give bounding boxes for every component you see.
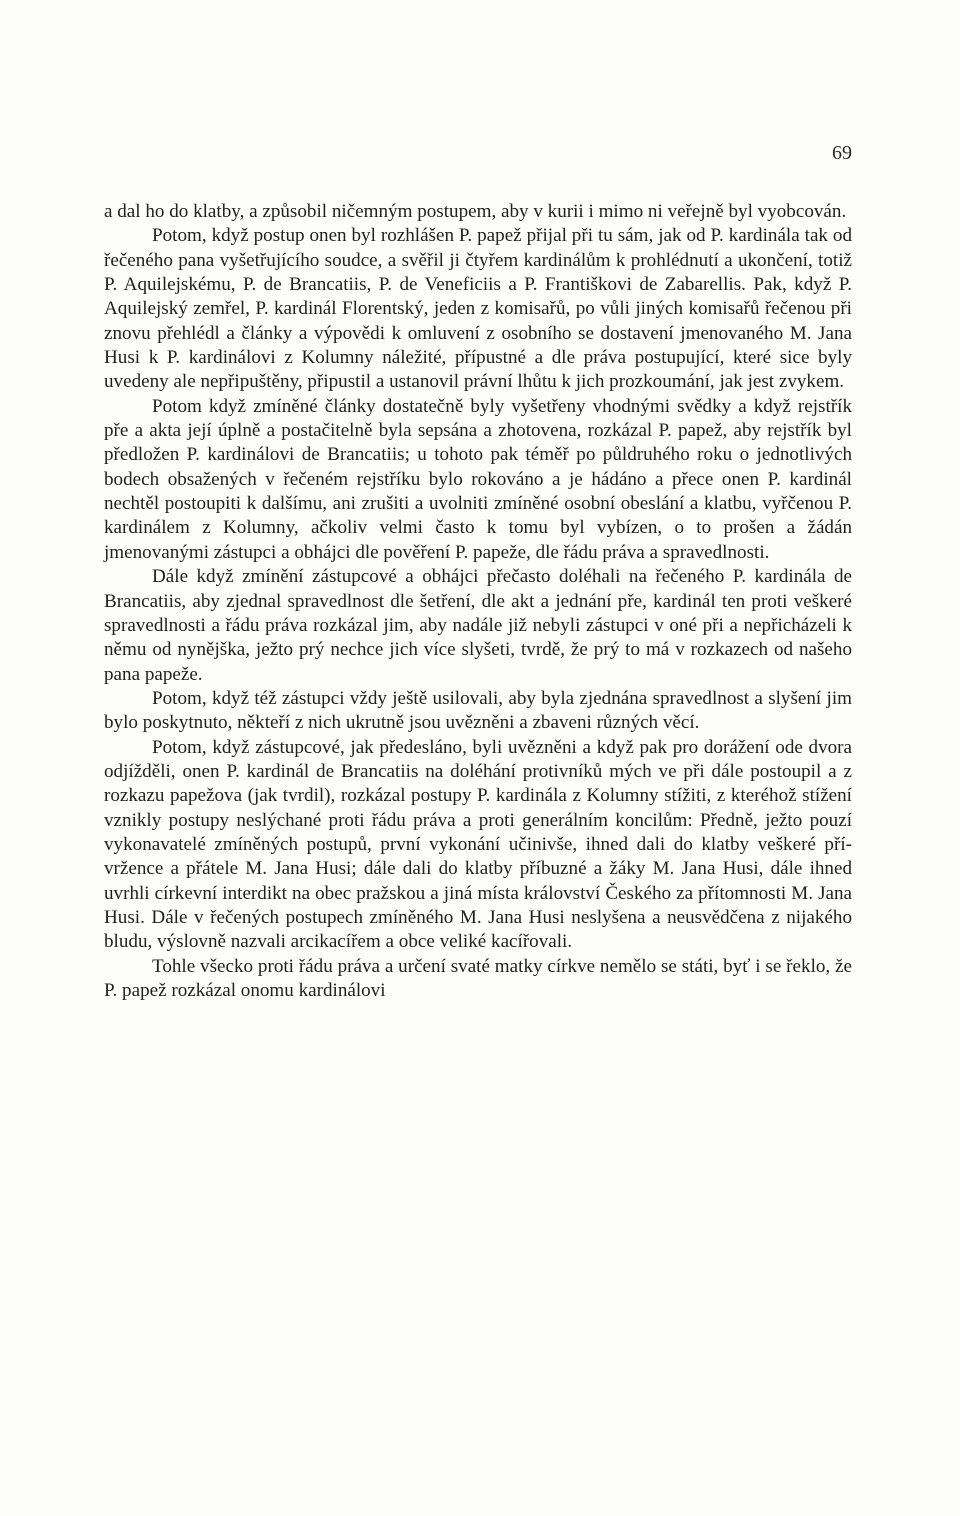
paragraph-3: Potom když zmíněné články dostatečně byly vyšetřeny vhodnými svědky a když rejstřík pře a akta její úplně a postačitelně byla sepsána a zhotovena, rozkázal P. papež, aby rejstřík byl předložen P. kardinálovi de Brancatiis; u tohoto pak téměř po půldruhého roku o jednotlivých bodech obsažených v řečeném rejstříku bylo rokováno a je hádáno a přece onen P. kardinál nechtěl postoupiti k dalšímu, ani zrušiti a uvolniti zmíněné osobní obeslání a klatbu, vyřčenou P. kardinálem z Kolumny, ačkoliv velmi často k tomu byl vybízen, o to prošen a žádán jmenovanými zástupci a obhájci dle pověření P. papeže, dle řádu práva a spravedlnosti. (104, 395, 852, 563)
paragraph-6: Potom, když zástupcové, jak předesláno, byli uvězněni a když pak pro dorážení ode dvora odjížděli, onen P. kardinál de Brancatiis na doléhání protivníků mých ve při dále postoupil a z rozkazu papežova (jak tvrdil), rozkázal postupy P. kardinála z Kolumny stížiti, z kteréhož stížení vznikly postupy neslýchané proti řádu práva a proti generálním koncilům: Předně, ježto pouzí vykonavatelé zmíněných postupů, první vykonání učinivše, ihned dali do klatby veškeré přívržence a přátele M. Jana Husi; dále dali do klatby příbuzné a žáky M. Jana Husi, dále ihned uvrhli církevní interdikt na obec pražskou a jiná místa království Českého za přítomnosti M. Jana Husi. Dále v řečených postupech zmíněného M. Jana Husi neslyšena a neusvědčena z nijakého bludu, výslovně nazvali arcikacířem a obce veliké kacířovali. (104, 736, 852, 953)
page-number: 69 (832, 142, 852, 164)
paragraph-5: Potom, když též zástupci vždy ještě usilovali, aby byla zjednána spravedlnost a slyšení jim bylo poskytnuto, někteří z nich ukrutně jsou uvězněni a zbaveni různých věcí. (104, 687, 852, 734)
text-body (104, 200, 852, 1003)
paragraph-1: a dal ho do klatby, a způsobil ničemným postupem, aby v kurii i mimo ni veřejně byl vyobcován. (104, 201, 847, 222)
paragraph-4: Dále když zmínění zástupcové a obhájci přečasto doléhali na řečeného P. kardinála de Brancatiis, aby zjednal spravedlnost dle šetření, dle akt a jednání pře, kardinál ten proti veškeré spravedlnosti a řádu práva rozkázal jim, aby nadále již nebyli zástupci v oné při a nepřicházeli k němu od nynějška, ježto prý nechce jich více slyšeti, tvrdě, že prý to má v rozkazech od našeho pana papeže. (104, 566, 852, 685)
paragraph-7: Tohle všecko proti řádu práva a určení svaté matky církve nemělo se státi, byť i se řeklo, že P. papež rozkázal onomu kardinálovi (104, 955, 852, 1001)
paragraph-2: Potom, když postup onen byl rozhlášen P. papež přijal při tu sám, jak od P. kardinála tak od řečeného pana vyšetřujícího soudce, a svěřil ji čtyřem kardinálům k prohlédnutí a ukončení, totiž P. Aquilejskému, P. de Brancatiis, P. de Veneficiis a P. Františkovi de Zabarellis. Pak, když P. Aquilejský zemřel, P. kardinál Florentský, jeden z komisařů, po vůli jiných komisařů řečenou při znovu přehlédl a články a výpovědi k omluvení z osobního se dostavení jmenovaného M. Jana Husi k P. kardinálovi z Kolumny náležité, přípustné a dle práva postupující, které sice byly uvedeny ale nepřipuštěny, připustil a ustanovil právní lhůtu k jich prozkoumání, jak jest zvykem. (104, 225, 852, 393)
